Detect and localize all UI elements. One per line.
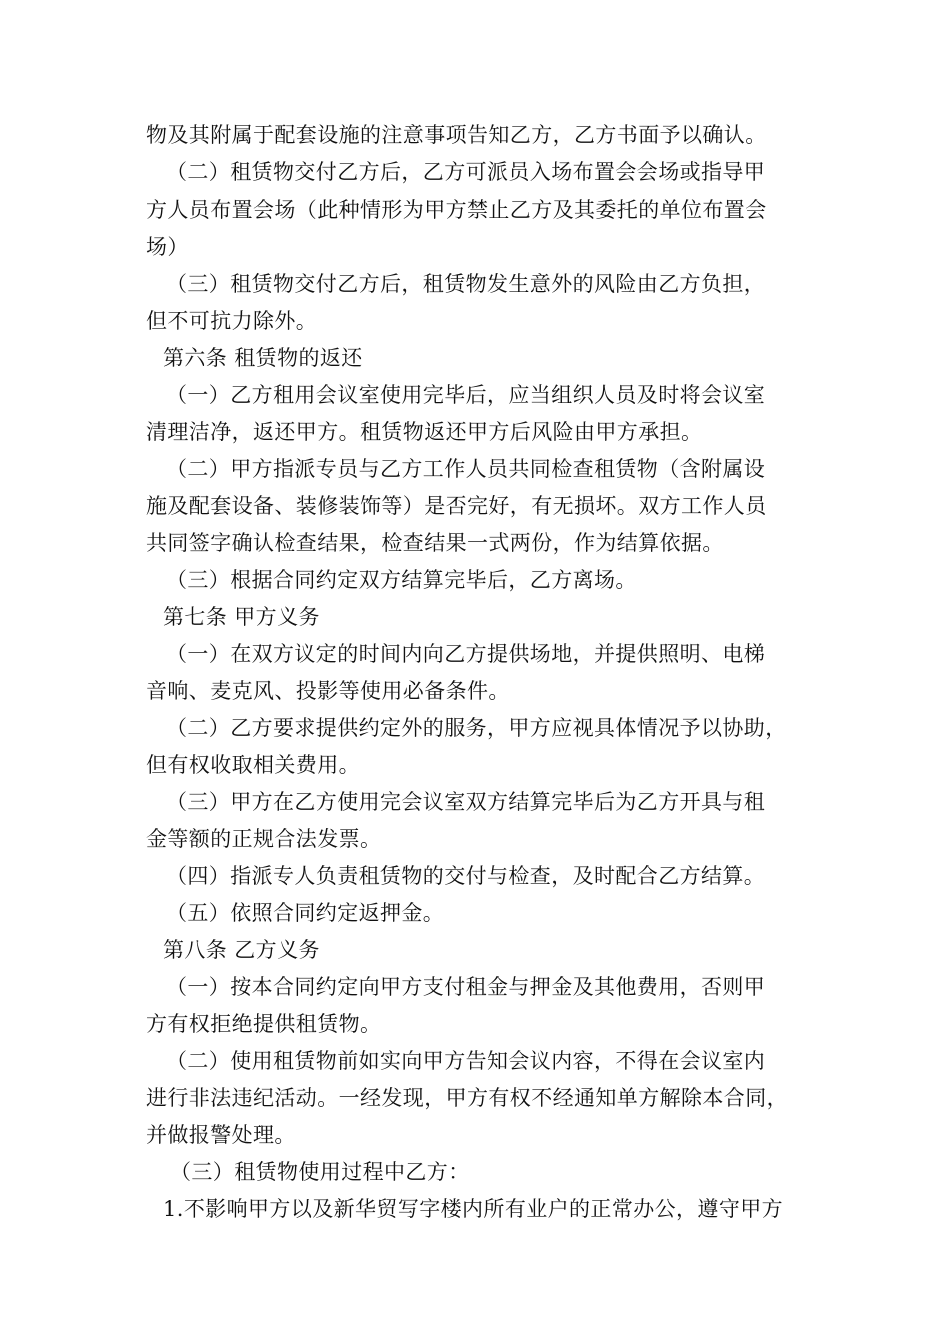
text-line: 金等额的正规合法发票。 [146, 827, 382, 851]
clause-line: （一）按本合同约定向甲方支付租金与押金及其他费用，否则甲 [166, 975, 766, 999]
text-line: 但不可抗力除外。 [146, 309, 318, 333]
text-line: 音响、麦克风、投影等使用必备条件。 [146, 679, 510, 703]
text-line: 但有权收取相关费用。 [146, 753, 360, 777]
text-line: 进行非法违纪活动。一经发现，甲方有权不经通知单方解除本合同， [146, 1086, 788, 1110]
clause-line: （一）在双方议定的时间内向乙方提供场地，并提供照明、电梯 [166, 642, 766, 666]
numbered-item: 1.不影响甲方以及新华贸写字楼内所有业户的正常办公，遵守甲方 [163, 1197, 784, 1221]
text-line: 共同签字确认检查结果，检查结果一式两份，作为结算依据。 [146, 531, 724, 555]
clause-line: （五）依照合同约定返押金。 [166, 901, 445, 925]
article-heading: 第七条 甲方义务 [163, 605, 320, 629]
clause-line: （一）乙方租用会议室使用完毕后，应当组织人员及时将会议室 [166, 383, 766, 407]
article-heading: 第六条 租赁物的返还 [163, 346, 363, 370]
article-heading: 第八条 乙方义务 [163, 938, 320, 962]
clause-line: （三）根据合同约定双方结算完毕后，乙方离场。 [166, 568, 637, 592]
clause-line: （二）乙方要求提供约定外的服务，甲方应视具体情况予以协助， [166, 716, 787, 740]
text-line: 方人员布置会场（此种情形为甲方禁止乙方及其委托的单位布置会 [146, 198, 767, 222]
text-line: 方有权拒绝提供租赁物。 [146, 1012, 382, 1036]
clause-line: （二）租赁物交付乙方后，乙方可派员入场布置会会场或指导甲 [166, 160, 766, 184]
clause-line: （二）使用租赁物前如实向甲方告知会议内容，不得在会议室内 [166, 1049, 766, 1073]
clause-line: （四）指派专人负责租赁物的交付与检查，及时配合乙方结算。 [166, 864, 766, 888]
text-line: 场） [146, 235, 189, 259]
clause-line: （三）租赁物使用过程中乙方： [170, 1160, 470, 1184]
text-line: 清理洁净，返还甲方。租赁物返还甲方后风险由甲方承担。 [146, 420, 703, 444]
text-line: 并做报警处理。 [146, 1123, 296, 1147]
clause-line: （三）甲方在乙方使用完会议室双方结算完毕后为乙方开具与租 [166, 790, 766, 814]
clause-line: （二）甲方指派专员与乙方工作人员共同检查租赁物（含附属设 [166, 457, 766, 481]
clause-line: （三）租赁物交付乙方后，租赁物发生意外的风险由乙方负担， [166, 272, 766, 296]
text-line: 施及配套设备、装修装饰等）是否完好，有无损坏。双方工作人员 [146, 494, 767, 518]
text-line: 物及其附属于配套设施的注意事项告知乙方，乙方书面予以确认。 [146, 123, 767, 147]
